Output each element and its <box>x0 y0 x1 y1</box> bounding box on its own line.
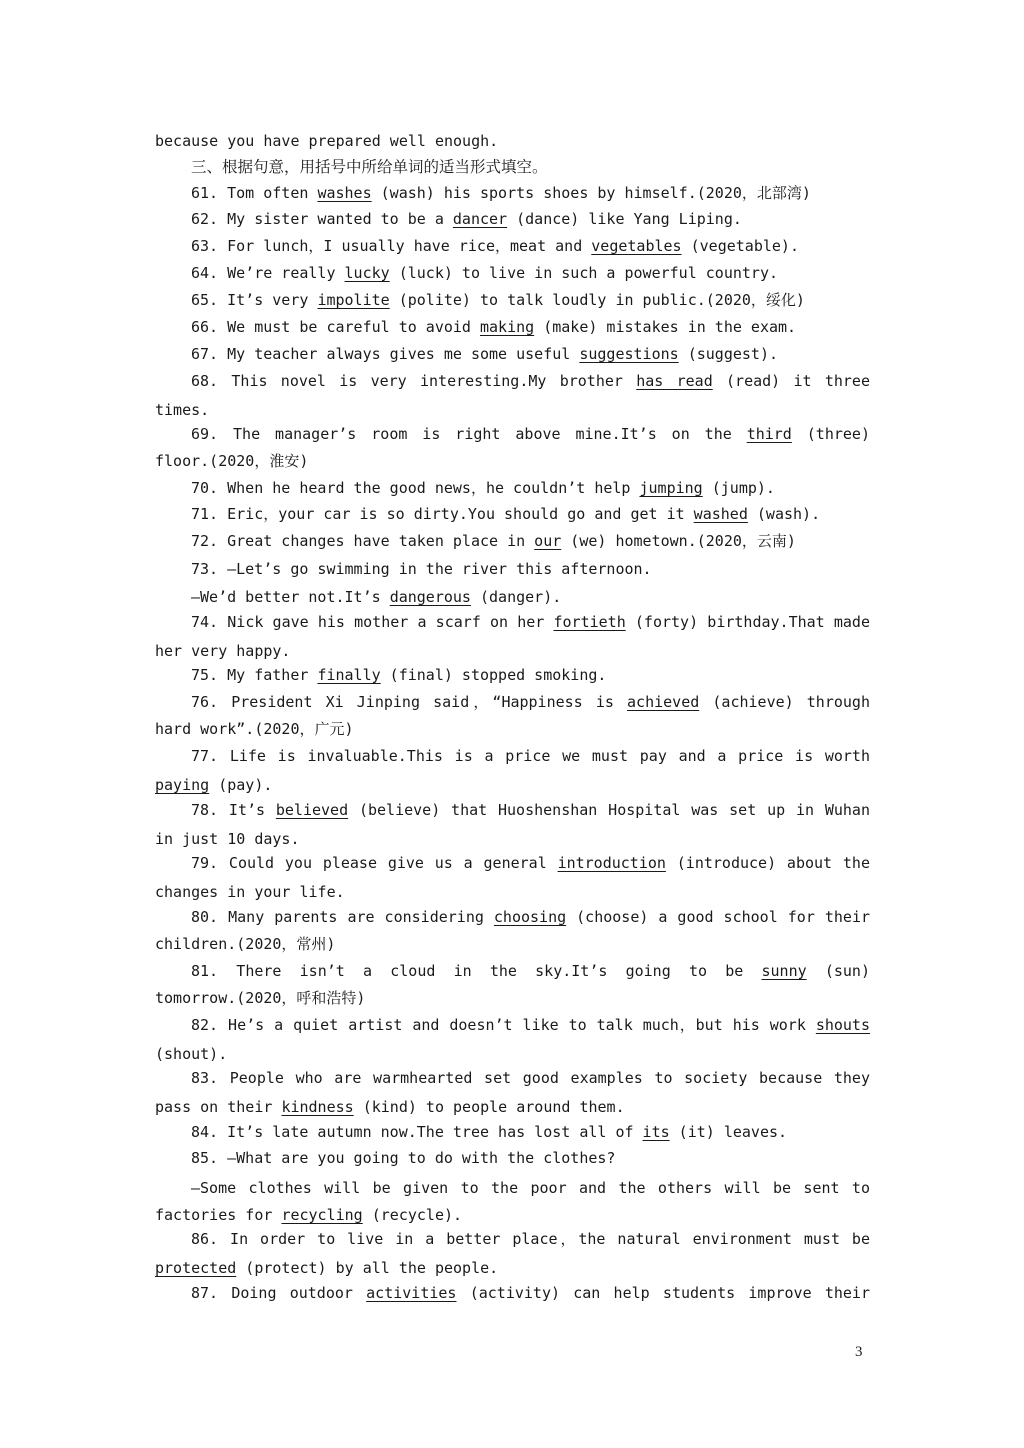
text-segment: (kind) to people around them. <box>353 1098 625 1116</box>
text-segment: (believe) that Huoshenshan Hospital was set up in Wuhan <box>348 801 870 819</box>
answer-word: washed <box>693 505 748 523</box>
answer-word: jumping <box>639 479 703 497</box>
text-line <box>155 131 870 151</box>
text-segment: factories for <box>155 1206 282 1224</box>
text-line <box>191 236 870 256</box>
text-segment: 74. Nick gave his mother a scarf on her <box>191 613 554 631</box>
text-line <box>155 934 870 954</box>
text-line <box>155 641 870 661</box>
text-segment: (danger). <box>470 588 562 606</box>
answer-word: dancer <box>452 210 508 228</box>
text-segment: (choose) a good school for their <box>566 908 871 926</box>
text-line <box>155 1044 870 1064</box>
text-segment: (wash). <box>747 505 821 523</box>
text-segment: (we) hometown.(2020，云南) <box>561 532 796 550</box>
text-segment: (read) it three <box>712 372 870 390</box>
text-segment: 73. —Let’s go swimming in the river this afternoon. <box>191 560 652 578</box>
text-segment: (suggest). <box>678 345 779 363</box>
text-segment: 77. Life is invaluable.This is a price we must pay and a price is worth <box>191 747 870 765</box>
answer-word: kindness <box>281 1098 354 1116</box>
answer-word: protected <box>155 1259 237 1277</box>
text-segment: 三、根据句意，用括号中所给单词的适当形式填空。 <box>191 158 548 176</box>
text-segment: (vegetable). <box>681 237 799 255</box>
text-segment: pass on their <box>155 1098 282 1116</box>
text-line <box>191 1015 870 1035</box>
text-line <box>191 344 870 364</box>
text-segment: times. <box>155 401 210 419</box>
answer-word: achieved <box>627 693 700 711</box>
text-line <box>191 1178 870 1198</box>
text-segment: 66. We must be careful to avoid <box>191 318 480 336</box>
text-segment: 86. In order to live in a better place，the natural environment must be <box>191 1230 870 1248</box>
text-segment: children.(2020，常州) <box>155 935 336 953</box>
text-segment: (wash) his sports shoes by himself.(2020，北部湾) <box>371 184 811 202</box>
text-segment: 83. People who are warmhearted set good examples to society because they <box>191 1069 870 1087</box>
text-line <box>155 1258 870 1278</box>
text-line <box>191 665 870 685</box>
text-segment: 79. Could you please give us a general <box>191 854 558 872</box>
answer-word: our <box>534 532 562 550</box>
text-line <box>155 400 870 420</box>
text-segment: 72. Great changes have taken place in <box>191 532 535 550</box>
answer-word: suggestions <box>579 345 679 363</box>
text-line <box>191 290 870 310</box>
text-segment: (luck) to live in such a powerful country. <box>389 264 779 282</box>
text-segment: 63. For lunch，I usually have rice，meat and <box>191 237 592 255</box>
text-line <box>155 829 870 849</box>
answer-word: its <box>642 1123 670 1141</box>
answer-word: dangerous <box>389 588 471 606</box>
text-line <box>191 559 870 579</box>
answer-word: has read <box>636 372 713 390</box>
answer-word: lucky <box>344 264 390 282</box>
text-line <box>191 587 870 607</box>
text-segment: 80. Many parents are considering <box>191 908 494 926</box>
text-segment: (three) <box>791 425 870 443</box>
answer-word: finally <box>317 666 381 684</box>
text-line <box>191 317 870 337</box>
text-line <box>155 1205 870 1225</box>
answer-word: vegetables <box>591 237 682 255</box>
text-segment: 84. It’s late autumn now.The tree has lost all of <box>191 1123 643 1141</box>
text-line <box>191 531 870 551</box>
answer-word: activities <box>366 1284 457 1302</box>
answer-word: impolite <box>317 291 390 309</box>
text-segment: (final) stopped smoking. <box>380 666 607 684</box>
section-title <box>191 157 870 177</box>
text-segment: (protect) by all the people. <box>236 1259 499 1277</box>
text-segment: (shout). <box>155 1045 228 1063</box>
text-segment: —Some clothes will be given to the poor and the others will be sent to <box>191 1179 870 1197</box>
text-segment: her very happy. <box>155 642 291 660</box>
text-line <box>191 746 870 766</box>
text-segment: (jump). <box>702 479 775 497</box>
text-line <box>155 775 870 795</box>
text-segment: 70. When he heard the good news，he couldn’t help <box>191 479 640 497</box>
text-line <box>155 882 870 902</box>
text-line <box>191 692 870 712</box>
text-line <box>155 988 870 1008</box>
text-line <box>191 1229 870 1249</box>
text-line <box>191 853 870 873</box>
text-segment: (activity) can help students improve their <box>456 1284 870 1302</box>
text-segment: 85. —What are you going to do with the clothes? <box>191 1149 616 1167</box>
answer-word: third <box>746 425 792 443</box>
text-segment: (it) leaves. <box>669 1123 788 1141</box>
text-segment: (achieve) through <box>699 693 870 711</box>
text-segment: 61. Tom often <box>191 184 318 202</box>
text-line <box>191 907 870 927</box>
text-line <box>191 478 870 498</box>
text-line <box>155 451 870 471</box>
answer-word: recycling <box>281 1206 363 1224</box>
text-line <box>191 424 870 444</box>
text-segment: (sun) <box>806 962 870 980</box>
text-line <box>191 209 870 229</box>
text-segment: in just 10 days. <box>155 830 300 848</box>
text-line <box>191 961 870 981</box>
answer-word: sunny <box>761 962 807 980</box>
text-segment: floor.(2020，淮安) <box>155 452 309 470</box>
text-line <box>191 1122 870 1142</box>
text-segment: 76. President Xi Jinping said，“Happiness is <box>191 693 628 711</box>
text-segment: (introduce) about the <box>665 854 870 872</box>
answer-word: paying <box>155 776 210 794</box>
text-segment: (pay). <box>209 776 273 794</box>
text-segment: —We’d better not.It’s <box>191 588 390 606</box>
text-line <box>191 504 870 524</box>
text-segment: 67. My teacher always gives me some useful <box>191 345 580 363</box>
answer-word: making <box>479 318 535 336</box>
text-segment: 65. It’s very <box>191 291 318 309</box>
text-segment: (recycle). <box>362 1206 463 1224</box>
text-segment: 78. It’s <box>191 801 276 819</box>
text-segment: tomorrow.(2020，呼和浩特) <box>155 989 366 1007</box>
text-line <box>191 1283 870 1303</box>
text-segment: 69. The manager’s room is right above mine.It’s on the <box>191 425 747 443</box>
text-segment: changes in your life. <box>155 883 345 901</box>
text-line <box>191 371 870 391</box>
text-segment: (make) mistakes in the exam. <box>534 318 797 336</box>
answer-word: choosing <box>493 908 567 926</box>
text-line <box>191 612 870 632</box>
text-segment: 64. We’re really <box>191 264 345 282</box>
text-segment: 62. My sister wanted to be a <box>191 210 453 228</box>
text-segment: 68. This novel is very interesting.My brother <box>191 372 637 390</box>
answer-word: shouts <box>815 1016 870 1034</box>
answer-word: washes <box>317 184 372 202</box>
text-line <box>191 1068 870 1088</box>
text-segment: 75. My father <box>191 666 318 684</box>
page-number: 3 <box>855 1344 863 1360</box>
answer-word: believed <box>275 801 349 819</box>
text-segment: (dance) like Yang Liping. <box>507 210 742 228</box>
text-segment: because you have prepared well enough. <box>155 132 499 150</box>
text-line <box>191 800 870 820</box>
text-line <box>191 263 870 283</box>
answer-word: introduction <box>557 854 666 872</box>
text-segment: 82. He’s a quiet artist and doesn’t like to talk much，but his work <box>191 1016 816 1034</box>
answer-word: fortieth <box>553 613 626 631</box>
text-line <box>155 1097 870 1117</box>
text-segment: 87. Doing outdoor <box>191 1284 367 1302</box>
text-segment: (polite) to talk loudly in public.(2020，绥化) <box>389 291 805 309</box>
text-line <box>155 719 870 739</box>
text-segment: 81. There isn’t a cloud in the sky.It’s going to be <box>191 962 762 980</box>
text-segment: 71. Eric，your car is so dirty.You should go and get it <box>191 505 694 523</box>
text-segment: hard work”.(2020，广元) <box>155 720 354 738</box>
text-line <box>191 183 870 203</box>
text-segment: (forty) birthday.That made <box>625 613 870 631</box>
text-line <box>191 1148 870 1168</box>
